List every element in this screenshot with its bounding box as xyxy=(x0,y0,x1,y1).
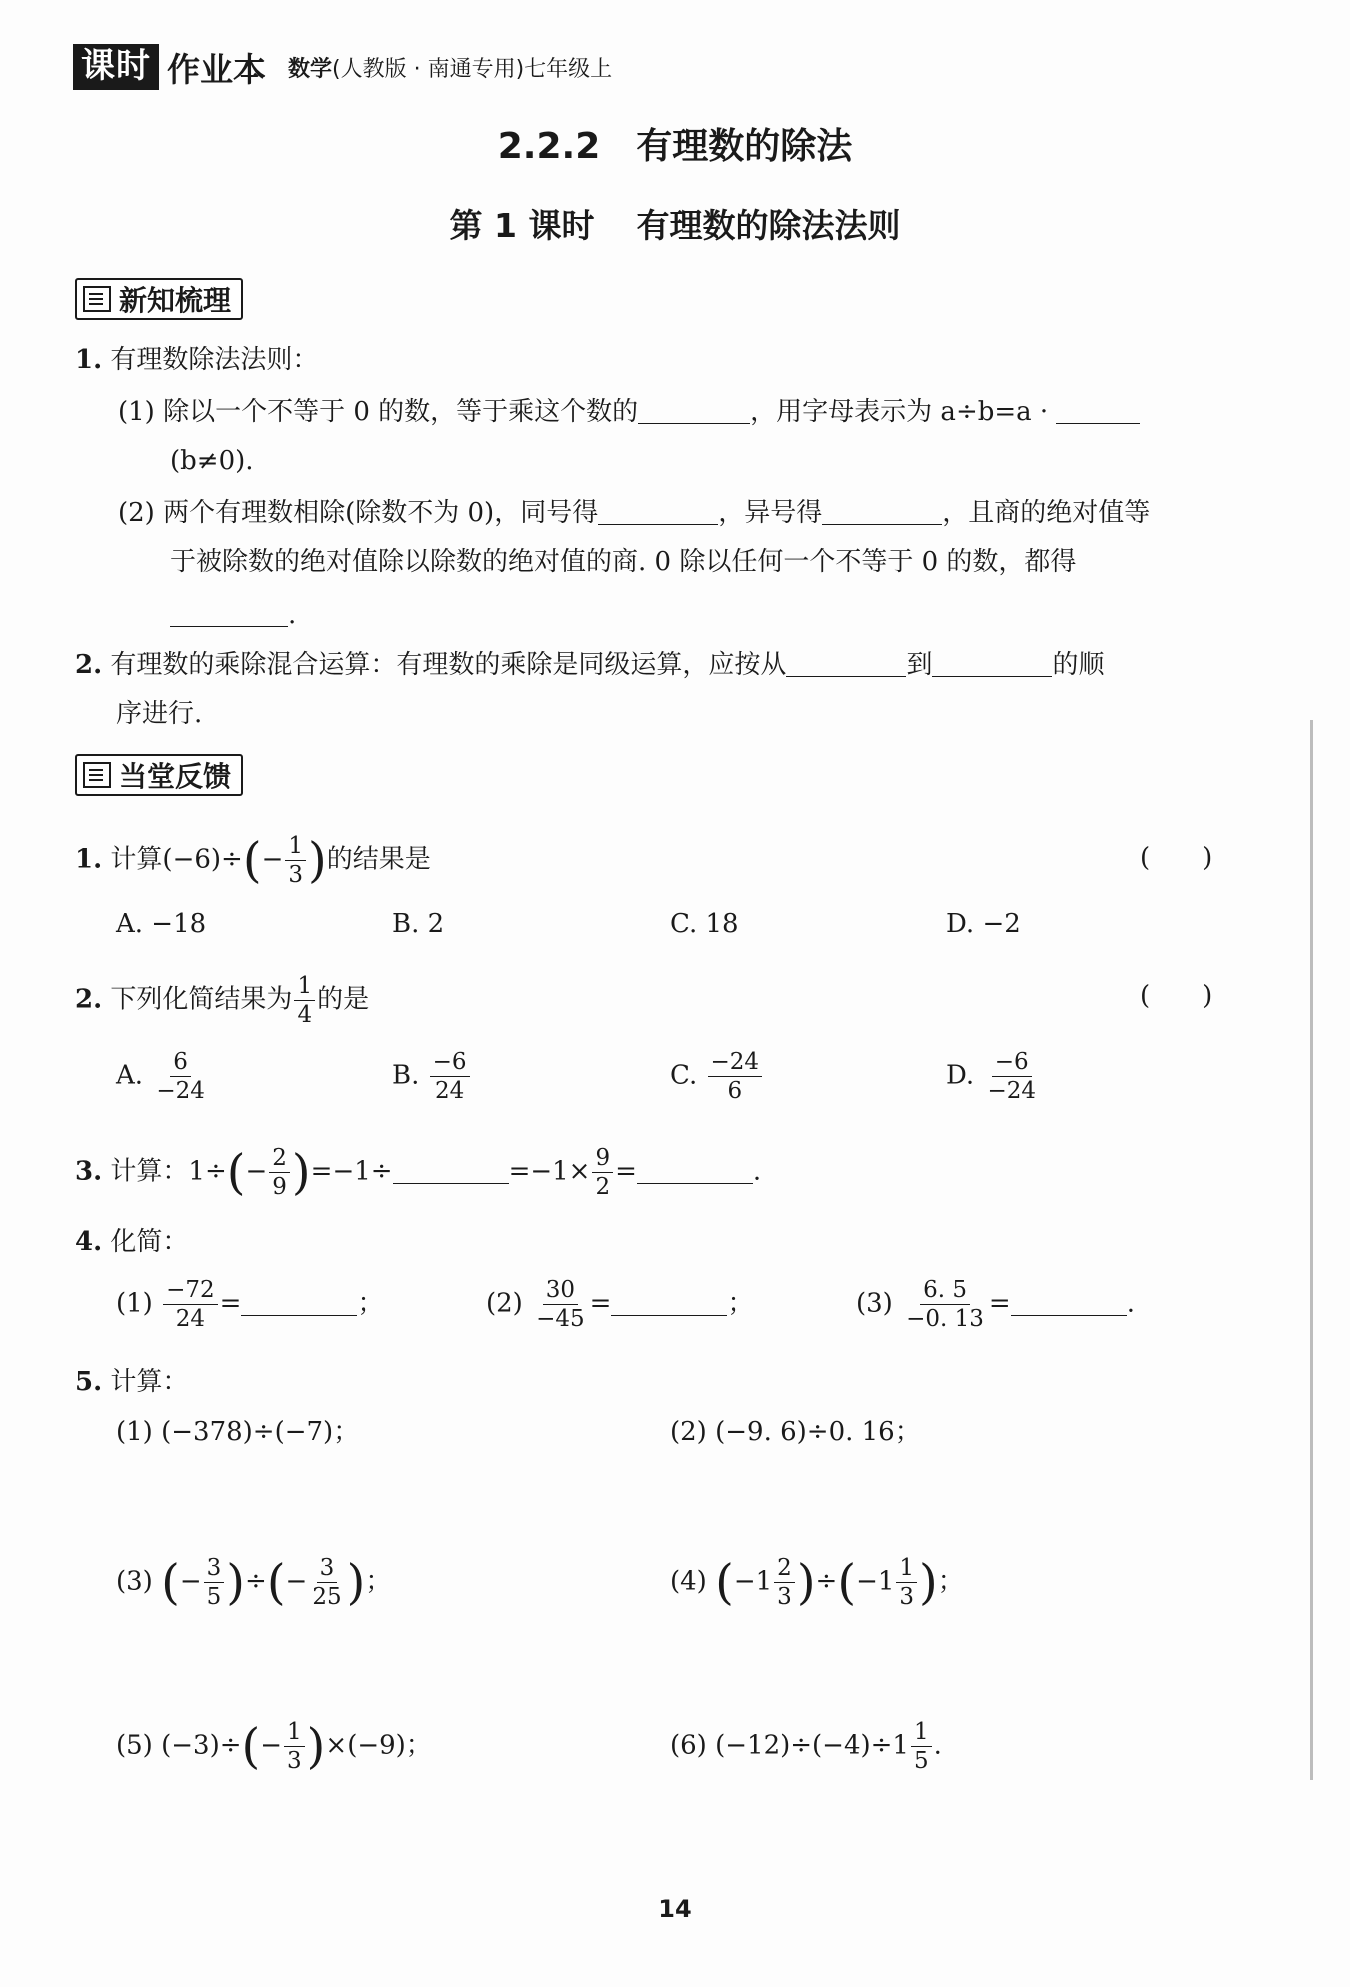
answer-blank[interactable] xyxy=(638,393,750,424)
answer-bracket[interactable]: ( ) xyxy=(1140,843,1213,873)
knowledge-q2: 2. 有理数的乘除混合运算：有理数的乘除是同级运算，应按从 到 的顺 xyxy=(75,646,1104,683)
feedback-q3: 3. 计算：1÷(− $\frac{2}{9}$ )=−1÷ =−1× $\frac{9}{2}$ = . xyxy=(75,1144,762,1201)
feedback-q4-item3: (3) $\frac{6. 5}{-0. 13}$ = . xyxy=(856,1277,1135,1332)
feedback-q5: 5. 计算： xyxy=(75,1367,189,1397)
option-b[interactable]: B. $\frac{-6}{24}$ xyxy=(392,1048,472,1105)
q5-part2: (2) (−9. 6)÷0. 16； xyxy=(670,1417,921,1447)
option-d[interactable]: D. −2 xyxy=(946,909,1021,939)
book-icon xyxy=(83,286,111,312)
q5-part3: (3) (− $\frac{3}{5}$ )÷(− $\frac{3}{25}$ )； xyxy=(116,1554,392,1611)
answer-blank[interactable] xyxy=(393,1153,509,1184)
option-c[interactable]: C. 18 xyxy=(670,909,739,939)
answer-bracket[interactable]: ( ) xyxy=(1140,981,1213,1011)
q5-part4: (4) (−1 $\frac{2}{3}$ )÷(−1 $\frac{1}{3}$ )； xyxy=(670,1554,964,1611)
option-a[interactable]: A. −18 xyxy=(116,909,207,939)
feedback-q4: 4. 化简： xyxy=(75,1227,189,1257)
option-a[interactable]: A. $\frac{6}{-24}$ xyxy=(116,1049,205,1104)
answer-blank[interactable] xyxy=(170,596,288,627)
pencil-icon xyxy=(83,762,111,788)
q5-part6: (6) (−12)÷(−4)÷1 $\frac{1}{5}$ . xyxy=(670,1719,942,1774)
q5-part1: (1) (−378)÷(−7)； xyxy=(116,1417,360,1447)
answer-blank[interactable] xyxy=(932,646,1052,677)
answer-blank[interactable] xyxy=(598,494,718,525)
knowledge-q1-part1: (1) 除以一个不等于 0 的数，等于乘这个数的 ，用字母表示为 a÷b=a · xyxy=(118,393,1140,430)
option-b[interactable]: B. 2 xyxy=(392,909,445,939)
page-edge-shadow xyxy=(1310,720,1313,1780)
book-edition: 数学(人教版 · 南通专用)七年级上 xyxy=(288,56,613,82)
answer-blank[interactable] xyxy=(822,494,942,525)
knowledge-q1: 1. 有理数除法法则： xyxy=(75,345,319,375)
answer-blank[interactable] xyxy=(637,1153,753,1184)
brand-logo: 课时 xyxy=(73,44,159,90)
option-d[interactable]: D. $\frac{-6}{-24}$ xyxy=(946,1049,1036,1104)
knowledge-q1-part2-cont: 于被除数的绝对值除以除数的绝对值的商. 0 除以任何一个不等于 0 的数，都得 xyxy=(170,547,1077,577)
option-c[interactable]: C. $\frac{-24}{6}$ xyxy=(670,1048,764,1105)
answer-blank[interactable] xyxy=(1056,393,1140,424)
knowledge-q1-part1-cond: (b≠0). xyxy=(170,446,254,476)
feedback-q2: 2. 下列化简结果为 $\frac{1}{4}$ 的是 xyxy=(75,973,370,1028)
knowledge-q1-part2-end: . xyxy=(170,596,296,633)
section-title: 2.2.2 有理数的除法 xyxy=(497,126,853,167)
q5-part5: (5) (−3)÷(− $\frac{1}{3}$ )×(−9)； xyxy=(116,1718,432,1775)
answer-blank[interactable] xyxy=(1011,1285,1127,1316)
section-label-feedback: 当堂反馈 xyxy=(75,754,243,796)
feedback-q4-item2: (2) $\frac{30}{-45}$ = ； xyxy=(486,1277,754,1332)
lesson-title: 第 1 课时 有理数的除法法则 xyxy=(449,206,901,245)
feedback-q4-item1: (1) $\frac{-72}{24}$ = ； xyxy=(116,1277,384,1332)
answer-blank[interactable] xyxy=(611,1285,727,1316)
book-header xyxy=(73,44,612,90)
answer-blank[interactable] xyxy=(241,1285,357,1316)
answer-blank[interactable] xyxy=(786,646,906,677)
knowledge-q2-cont: 序进行. xyxy=(116,699,203,729)
page-number: 14 xyxy=(658,1895,692,1923)
feedback-q1: 1. 计算(−6)÷(− $\frac{1}{3}$ )的结果是 xyxy=(75,832,431,889)
brand-title: 作业本 xyxy=(167,49,266,89)
knowledge-q1-part2: (2) 两个有理数相除(除数不为 0)，同号得 ，异号得 ，且商的绝对值等 xyxy=(118,494,1150,531)
section-label-knowledge: 新知梳理 xyxy=(75,278,243,320)
